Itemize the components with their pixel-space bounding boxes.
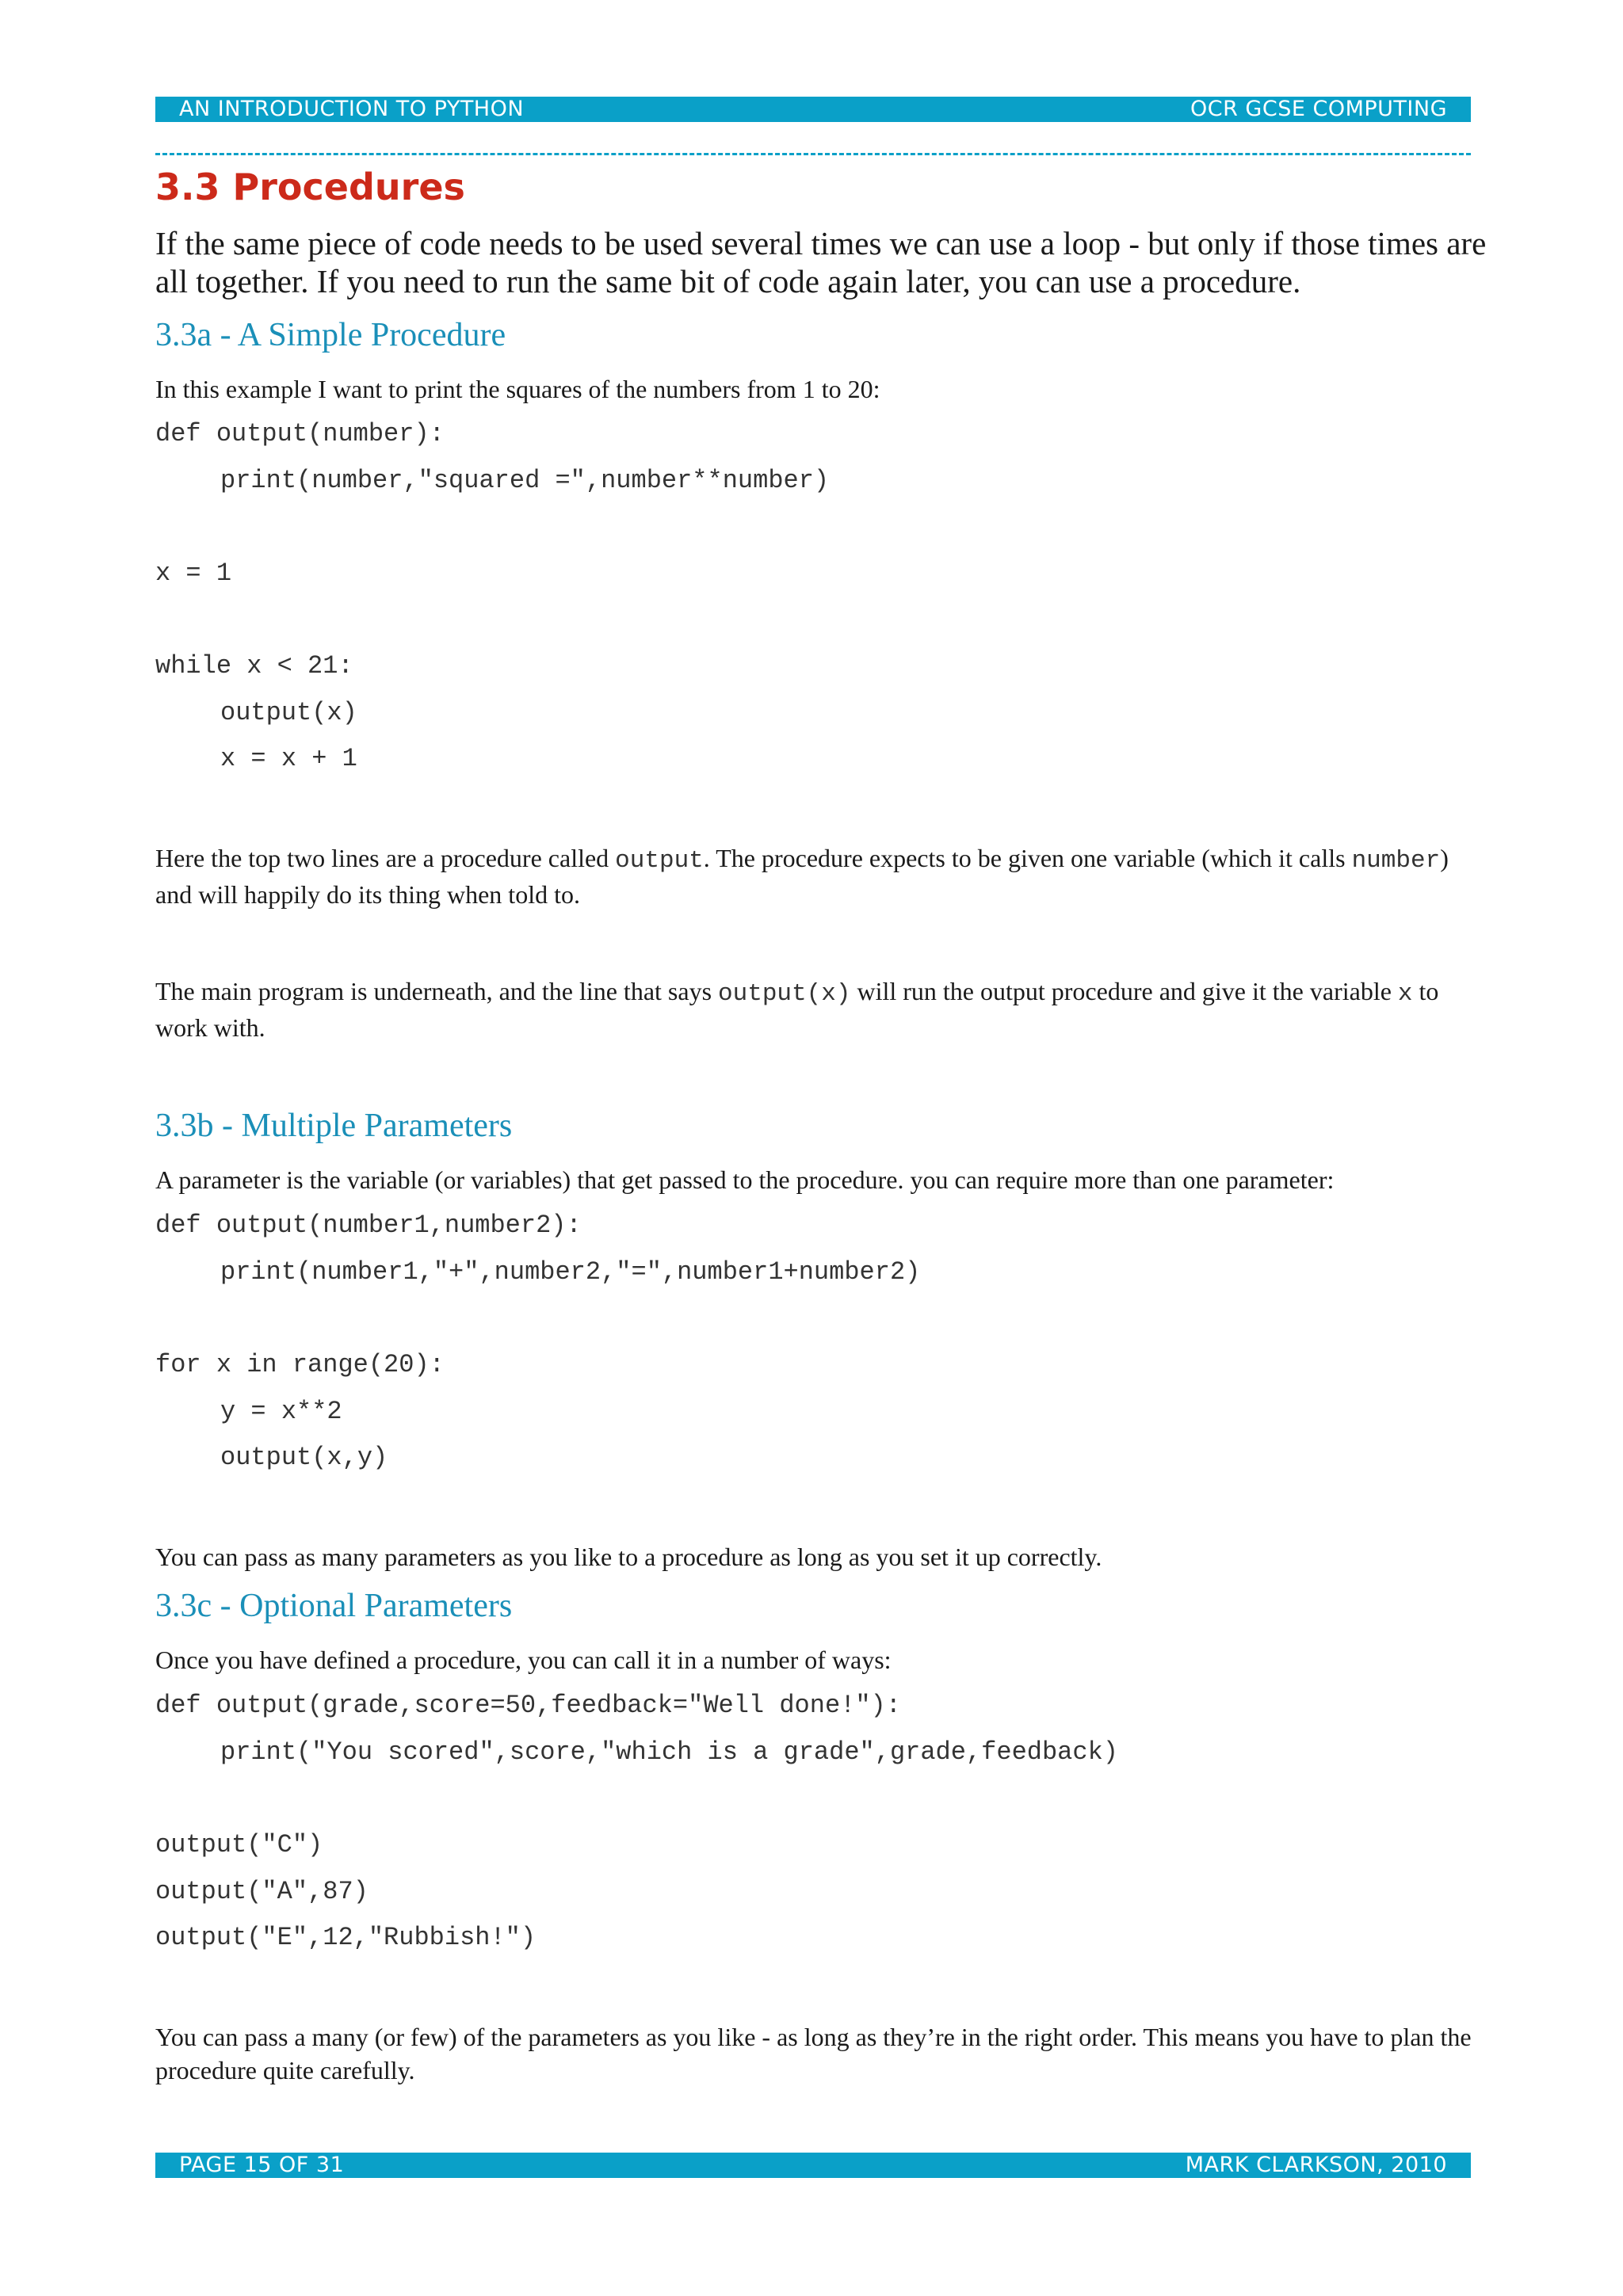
section-intro-3-3c: Once you have defined a procedure, you can call it in a number of ways: bbox=[155, 1646, 892, 1674]
footer-author: MARK CLARKSON, 2010 bbox=[1185, 2153, 1447, 2177]
section-heading-3-3a: 3.3a - A Simple Procedure bbox=[155, 317, 506, 353]
inline-code: number bbox=[1351, 847, 1441, 875]
code-line: output(x,y) bbox=[220, 1443, 388, 1472]
inline-code: output bbox=[615, 847, 704, 875]
explanation-paragraph: The main program is underneath, and the line that says output(x) will run the output procedure and give it the variable x to work with. bbox=[155, 977, 1439, 1042]
section-note-3-3b: You can pass as many parameters as you like to a procedure as long as you set it up correctly. bbox=[155, 1543, 1102, 1571]
code-line: x = 1 bbox=[155, 559, 232, 588]
code-line: for x in range(20): bbox=[155, 1350, 445, 1379]
footer-page-number: PAGE 15 OF 31 bbox=[179, 2153, 345, 2177]
code-line: print("You scored",score,"which is a grade",grade,feedback) bbox=[220, 1737, 1118, 1767]
code-line: print(number1,"+",number2,"=",number1+number2) bbox=[220, 1257, 921, 1287]
code-line: print(number,"squared =",number**number) bbox=[220, 466, 830, 495]
header-divider bbox=[155, 153, 1471, 155]
code-line: output("E",12,"Rubbish!") bbox=[155, 1923, 537, 1952]
code-line: def output(grade,score=50,feedback="Well done!"): bbox=[155, 1691, 901, 1720]
code-line: output(x) bbox=[220, 698, 357, 727]
section-intro-3-3a: In this example I want to print the squares of the numbers from 1 to 20: bbox=[155, 375, 880, 403]
code-line: while x < 21: bbox=[155, 651, 353, 681]
code-line: x = x + 1 bbox=[220, 744, 357, 773]
code-line: output("A",87) bbox=[155, 1877, 369, 1906]
code-line: output("C") bbox=[155, 1830, 323, 1859]
code-line: def output(number1,number2): bbox=[155, 1211, 582, 1240]
code-line: y = x**2 bbox=[220, 1397, 342, 1426]
inline-code: output(x) bbox=[718, 980, 851, 1008]
page-title: 3.3 Procedures bbox=[155, 166, 465, 208]
code-line: def output(number): bbox=[155, 419, 445, 448]
inline-code: x bbox=[1397, 980, 1413, 1008]
page-header bbox=[155, 97, 1471, 122]
header-left: AN INTRODUCTION TO PYTHON bbox=[179, 97, 525, 121]
explanation-paragraph: Here the top two lines are a procedure called output. The procedure expects to be given one variable (which it calls number) and will happily do its thing when told to. bbox=[155, 844, 1449, 909]
section-note-3-3c: You can pass a many (or few) of the parameters as you like - as long as they’re in the right order. This means you have to plan the procedure quite carefully. bbox=[155, 2023, 1472, 2084]
intro-paragraph: If the same piece of code needs to be used several times we can use a loop - but only if those times are all together. If you need to run the same bit of code again later, you can use a procedure. bbox=[155, 225, 1487, 299]
header-right: OCR GCSE COMPUTING bbox=[1190, 97, 1447, 121]
page-footer bbox=[155, 2153, 1471, 2178]
section-heading-3-3b: 3.3b - Multiple Parameters bbox=[155, 1108, 513, 1144]
section-intro-3-3b: A parameter is the variable (or variables) that get passed to the procedure. you can require more than one parameter: bbox=[155, 1165, 1335, 1194]
section-heading-3-3c: 3.3c - Optional Parameters bbox=[155, 1588, 513, 1624]
